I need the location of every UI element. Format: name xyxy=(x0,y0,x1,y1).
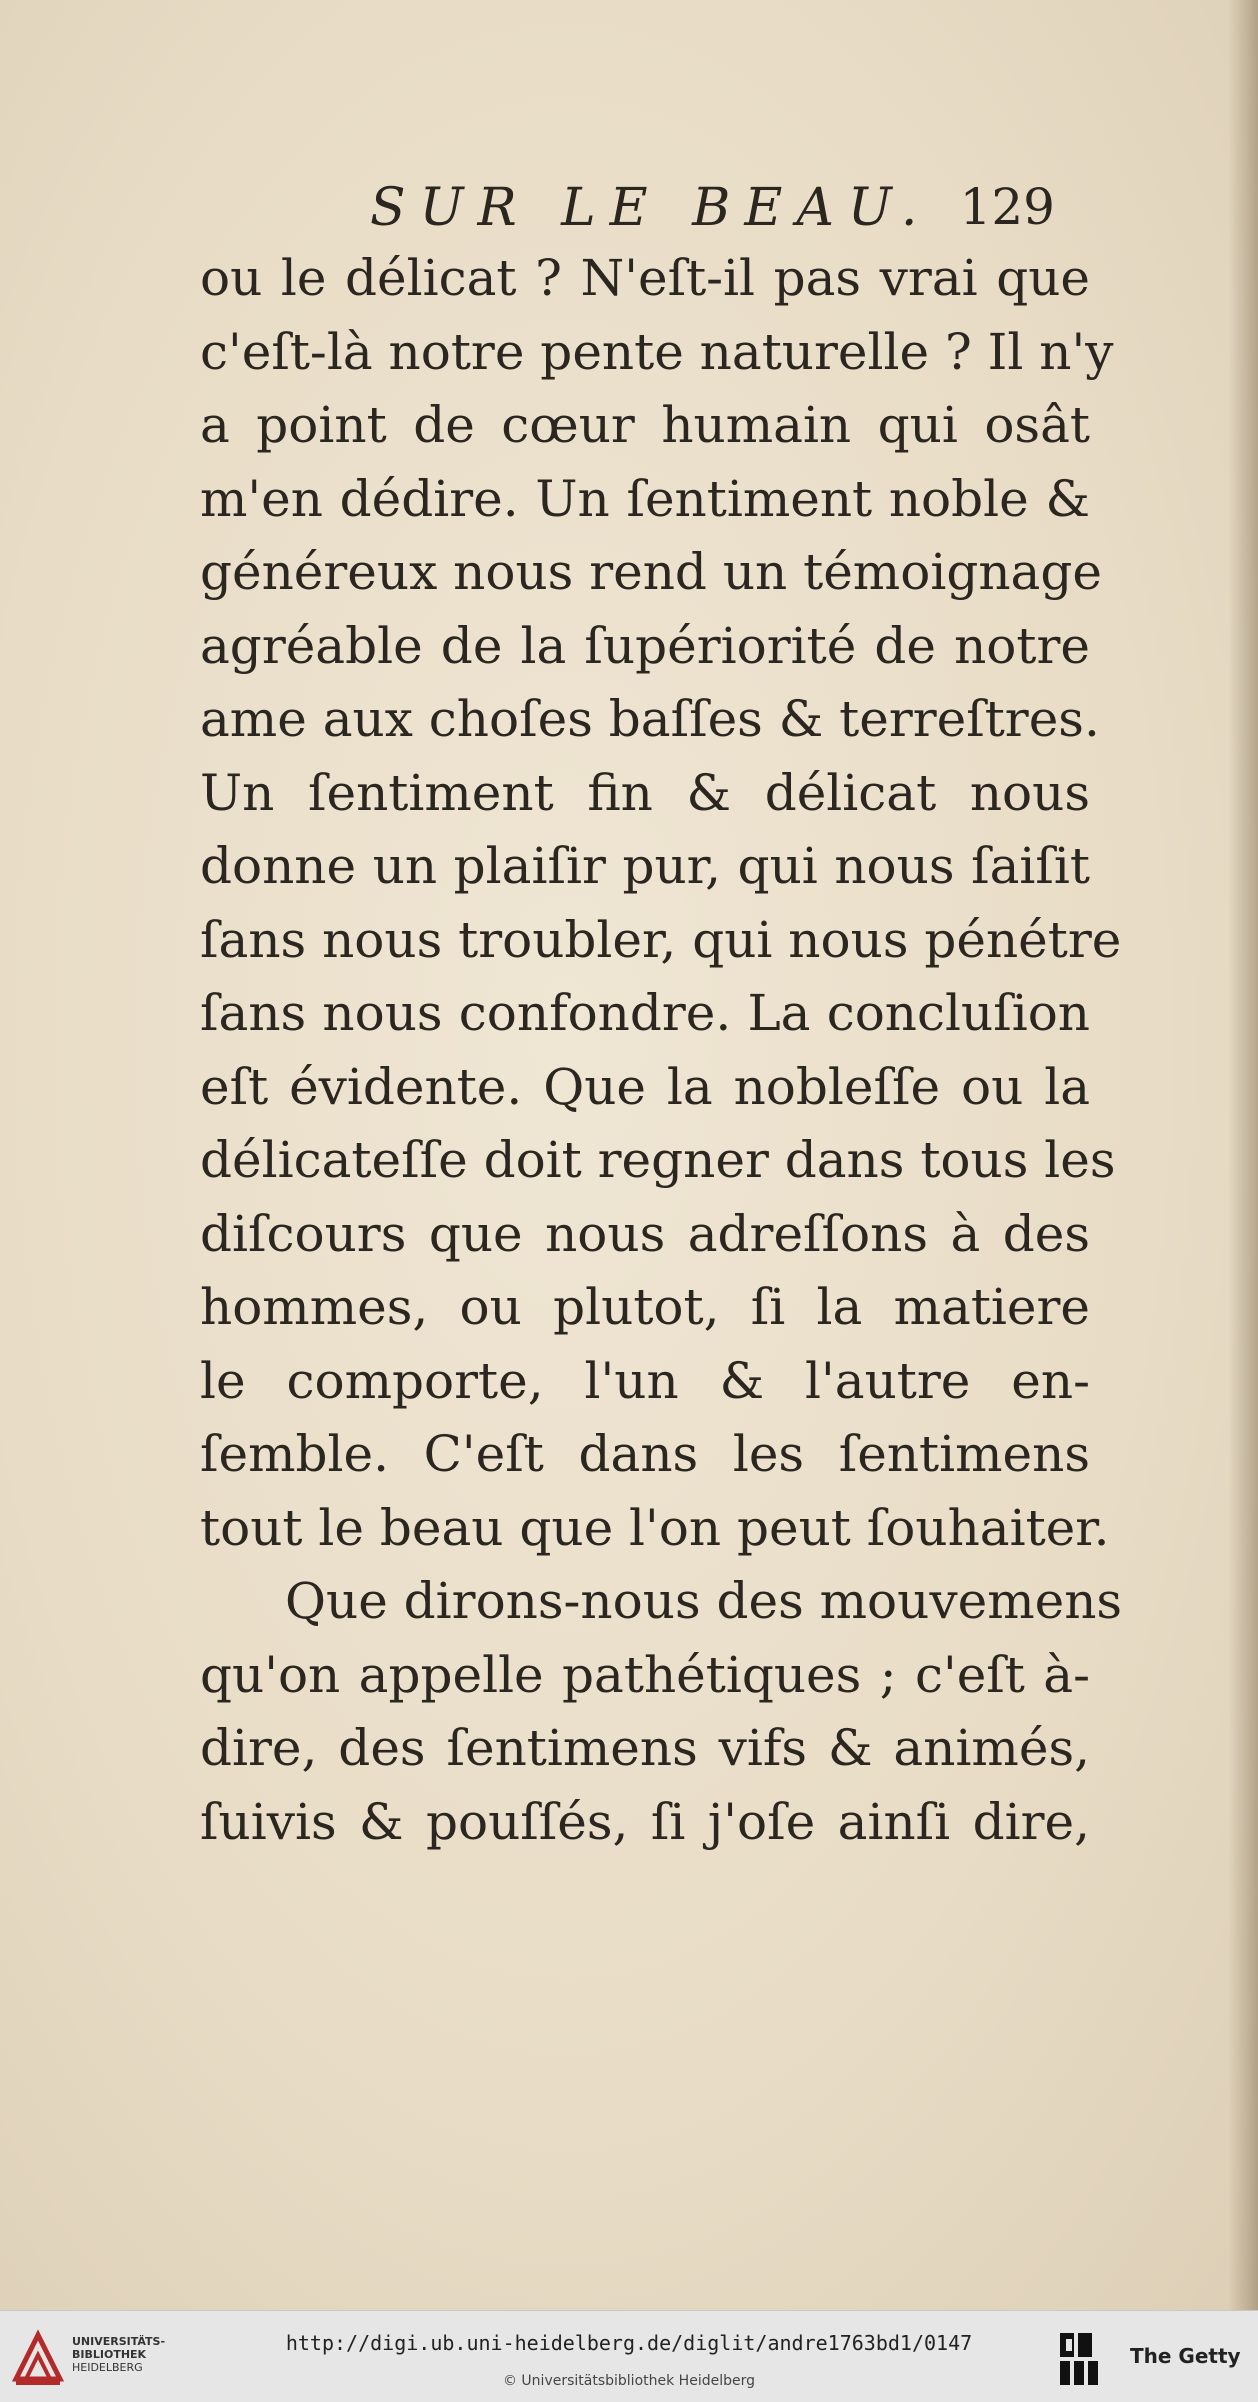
text-line: agréable de la ſupériorité de notre xyxy=(200,616,1090,675)
institution-name: UNIVERSITÄTS- BIBLIOTHEK HEIDELBERG xyxy=(72,2335,166,2374)
partner-name: The Getty xyxy=(1130,2344,1241,2368)
text-line: dire, des ſentimens vifs & animés, xyxy=(200,1719,1090,1777)
running-header xyxy=(205,178,1075,248)
text-line: ſans nous confondre. La concluſion xyxy=(200,984,1090,1042)
text-line: le comporte, l'un & l'autre en- xyxy=(200,1351,1090,1410)
text-line: m'en dédire. Un ſentiment noble & xyxy=(200,469,1090,528)
text-line: ſemble. C'eſt dans les ſentimens xyxy=(200,1425,1090,1483)
permalink-url[interactable]: http://digi.ub.uni-heidelberg.de/diglit/andre1763bd1/0147 xyxy=(285,2331,973,2355)
running-title: SUR LE BEAU. xyxy=(370,178,932,238)
text-line: ſuivis & pouſſés, ſi j'oſe ainſi dire, xyxy=(200,1792,1090,1851)
text-line: donne un plaiſir pur, qui nous ſaiſit xyxy=(200,837,1090,895)
text-line: délicateſſe doit regner dans tous les xyxy=(200,1131,1116,1189)
footer-bar xyxy=(0,2310,1258,2402)
text-line: eſt évidente. Que la nobleſſe ou la xyxy=(200,1057,1090,1116)
text-line: a point de cœur humain qui osât xyxy=(200,396,1090,454)
text-line: hommes, ou plutot, ſi la matiere xyxy=(200,1278,1090,1336)
page-number: 129 xyxy=(959,178,1055,236)
text-line: c'eſt-là notre pente naturelle ? Il n'y xyxy=(200,322,1114,381)
text-line: Que dirons-nous des mouvemens xyxy=(285,1572,1123,1630)
text-line: Un ſentiment fin & délicat nous xyxy=(200,763,1090,822)
text-line: généreux nous rend un témoignage xyxy=(200,543,1102,601)
text-line: ſans nous troubler, qui nous pénétre xyxy=(200,910,1122,969)
getty-logo-icon xyxy=(1058,2329,1110,2389)
text-line: tout le beau que l'on peut ſouhaiter. xyxy=(200,1498,1110,1557)
text-line: diſcours que nous adreſſons à des xyxy=(200,1204,1090,1263)
text-line: qu'on appelle pathétiques ; c'eſt à- xyxy=(200,1645,1090,1704)
body-text xyxy=(200,242,1123,1859)
text-line: ame aux choſes baſſes & terreſtres. xyxy=(200,690,1100,748)
text-line: ou le délicat ? N'eſt-il pas vrai que xyxy=(200,249,1090,307)
copyright-notice: © Universitätsbibliothek Heidelberg xyxy=(502,2373,755,2389)
